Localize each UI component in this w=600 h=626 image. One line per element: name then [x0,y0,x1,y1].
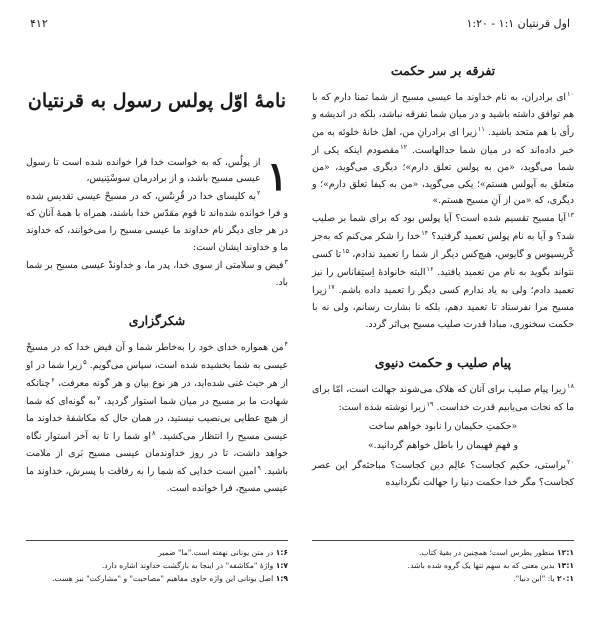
page-number: ۴۱۲ [30,16,48,30]
footnote: ۱:۹ اصل یونانی این واژه حاوی مفاهیم "مصاحبت" و "مشارکت" نیز هست. [52,573,288,583]
section-heading-thanksgiving: شکرگزاری [128,313,186,329]
verse-2: $^۲$به کلیسای خدا در قُرِنتُس، که در مسیحْ عیسی تقدیس شده و فرا خوانده شده‌اند تا قوم مقدّس خدا باشند، همراه با همهٔ آنان که در هر جای دیگر نام خداوند ما عیسی مسیح را می‌خوانند، که خداوند ما و خداوند ایشان است: [26,189,288,254]
chapter-number: ۱ [266,152,288,200]
verse-3: $^۳$فیض و سلامتی از سوی خدا، پدر ما، و خداوندْ عیسی مسیح بر شما باد. [26,258,288,289]
verse-18: $^{۱۸}$زیرا پیام صلیب برای آنان که هلاک می‌شوند جهالت است، امّا برای ما که نجات می‌یابیم قدرت خداست. $^{۱۹}$زیرا نوشته شده است: [312,381,574,414]
verse-20: $^{۲۰}$براستی، حکیم کجاست؟ عالِم دین کجاست؟ مباحثه‌گر این عصر کجاست؟ مگر خدا حکمت دنیا را جهالت نگردانیده [312,457,574,488]
verse-1: ۱ از پولُس، که به خواست خدا فرا خوانده شده است تا رسول عیسی مسیح باشد، و از برادرمان سوسْتِنیس، [26,152,288,200]
left-column [26,46,288,497]
footnote: ۱۲:۱ منظور پطرس است؛ همچنین در بقیهٔ کتاب. [419,548,574,557]
footnote: ۱:۶ در متن یونانی نهفته است."ما" ضمیر [158,548,288,557]
verse-4: $^۴$من همواره خدای خود را به‌خاطر شما و آن فیض خدا که در مسیحْ عیسی به شما بخشیده شده است، سپاس می‌گویم. $^۵$زیرا شما در او از هر حیث غنی شده‌اید، در هر نوع بیان و هر گونه معرفت، $^۶$چنانکه شهادت ما بر مسیح در میان شما استوار گردید، $^۷$به گونه‌ای که شما از هیچ عطایی بی‌نصیب نیستید، در همان حال که مکاشفهٔ خداوند ما عیسی مسیح را انتظار می‌کشید. $^۸$او شما را تا به آخر استوار نگاه خواهد داشت، تا در روز خداوندمان عیسی مسیح بَری از ملامت باشید. $^۹$امین است خدایی که شما را به رفاقت با پسرش، خداوند ما عیسی مسیح، فرا خوانده است. [26,339,288,494]
quote-line-2: و فهمِ فهیمان را باطل خواهم گردانید.» [367,439,519,451]
footnote: ۱:۷ واژهٔ "مکاشفه" در اینجا به بازگشت خداوند اشاره دارد. [101,560,288,570]
verse-13: $^{۱۳}$آیا مسیح تقسیم شده است؟ آیا پولس بود که برای شما بر صلیب شد؟ و آیا به نام پولس تعمید گرفتید؟ $^{۱۴}$خدا را شکر می‌کنم که به‌جز کْریسپوس و گایوس، هیچ‌کس دیگر از شما را تعمید ندادم، $^{۱۵}$تا کسی نتواند بگوید به نام من تعمید یافتید. $^{۱۶}$البته خانوادهٔ اِستِفاناس را نیز تعمید دادم؛ ولی به یاد ندارم کسی دیگر را تعمید داده باشم. $^{۱۷}$زیرا مسیح مرا نفرستاد تا تعمید دهم، بلکه تا بشارت رسانم، ولی نه با حکمت سخنوری، مبادا قدرت صلیب مسیح بی‌اثر گردد. [312,211,574,331]
right-column [312,46,574,492]
section-heading-divisions: تفرقه بر سر حکمت [390,63,496,78]
footnote: ۱۳:۱ بدین معنی که به سهم تنها یک گروه شده باشد. [407,560,574,570]
quote-line-1: «حکمتِ حکیمان را نابود خواهم ساخت [368,420,518,432]
footnote: ۲۰:۱ یا: "این دنیا". [513,573,574,583]
running-title: اول قرنتیان ۱:۱ - ۱:۲۰ [466,16,570,30]
verse-10: $^{۱۰}$ای برادران، به نام خداوند ما عیسی مسیح از شما تمنا دارم که با هم توافق داشته باشید و در میان شما تفرقه نباشد، بلکه در اندیشه و رأی با هم متحد باشید. $^{۱۱}$زیرا ای برادرانِ من، اهل خانهٔ خلوئه به من خبر داده‌اند که در میان شما جدالهاست. $^{۱۲}$مقصودم اینکه یکی از شما می‌گوید، «من به پولس تعلق دارم»؛ دیگری می‌گوید، «من متعلق به آپولس هستم»؛ یکی می‌گوید، «من به کیفا تعلق دارم»؛ و دیگری، که «من از آنِ مسیح هستم.» [311,89,574,207]
footnotes-left [26,540,288,586]
section-heading-cross: پیام صلیب و حکمت دنیوی [374,355,512,371]
footnotes-right [312,540,574,586]
running-header [30,12,570,34]
book-title: نامهٔ اوّل پولس رسول به قرنتیان [27,90,287,112]
